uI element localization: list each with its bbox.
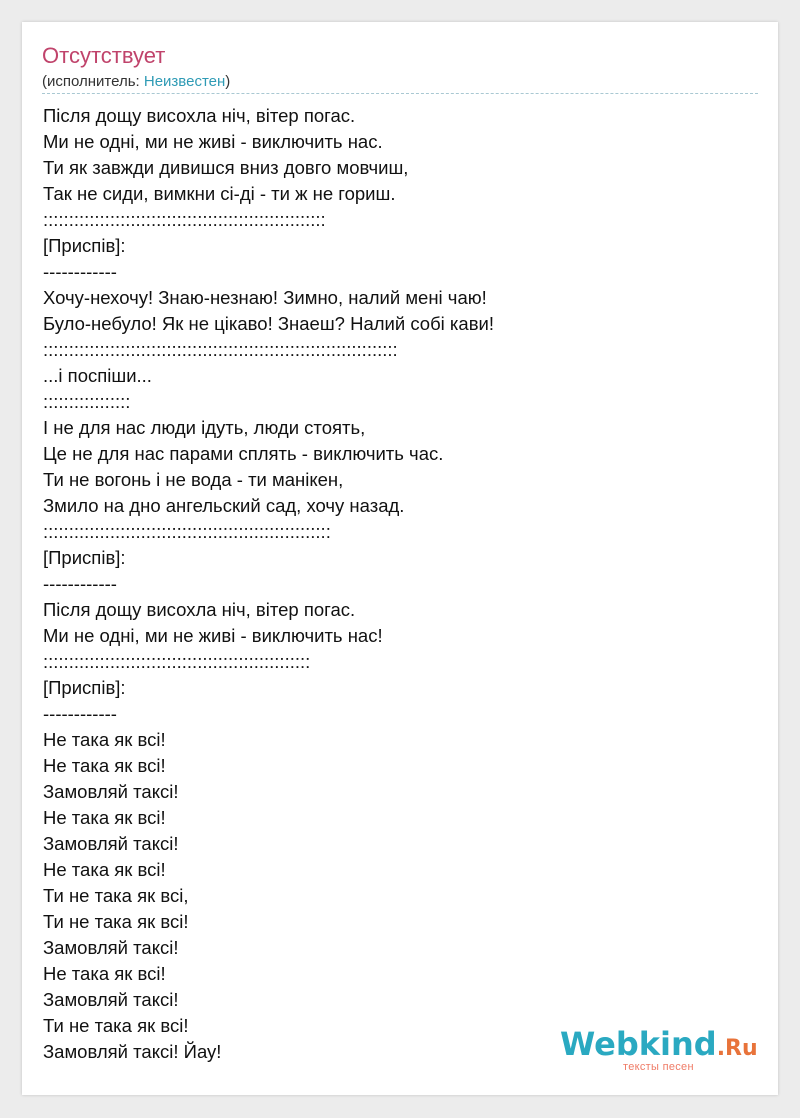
lyric-line: Так не сиди, вимкни сі-ді - ти ж не гориш. (43, 183, 396, 204)
lyric-line: Ми не одні, ми не живі - виключить нас. (43, 131, 383, 152)
lyric-line: Змило на дно ангельский сад, хочу назад. (43, 495, 405, 516)
lyric-line: Ти не вогонь і не вода - ти манікен, (43, 469, 344, 490)
lyric-line: ...і поспіши... (43, 365, 152, 386)
lyric-line: ::::::::::::::::::::::::::::::::::::::::::::::::::::::::::::::::::::: (43, 339, 398, 360)
artist-line (42, 73, 230, 91)
lyric-line: Після дощу висохла ніч, вітер погас. (43, 105, 356, 126)
lyric-line: Замовляй таксі! (43, 937, 179, 958)
lyric-line: Замовляй таксі! Йау! (43, 1041, 222, 1062)
lyric-line: ::::::::::::::::: (43, 391, 131, 412)
lyric-line: Ти як завжди дивишся вниз довго мовчиш, (43, 157, 409, 178)
lyrics-body (43, 103, 759, 1065)
lyric-line: І не для нас люди ідуть, люди стоять, (43, 417, 366, 438)
lyric-line: [Приспів]: (43, 547, 126, 568)
lyric-line: ------------ (43, 703, 117, 724)
song-title: Отсутствует (42, 43, 166, 68)
lyric-line: Після дощу висохла ніч, вітер погас. (43, 599, 356, 620)
lyric-line: Замовляй таксі! (43, 989, 179, 1010)
lyric-line: Замовляй таксі! (43, 781, 179, 802)
lyric-line: [Приспів]: (43, 677, 126, 698)
lyric-line: Ми не одні, ми не живі - виключить нас! (43, 625, 383, 646)
lyric-line: Замовляй таксі! (43, 833, 179, 854)
artist-link[interactable]: Неизвестен (143, 73, 226, 90)
lyric-line: Ти не така як всі! (43, 1015, 189, 1036)
artist-prefix: (исполнитель: (42, 73, 144, 90)
logo-tld: .Ru (716, 1036, 758, 1061)
lyric-line: ::::::::::::::::::::::::::::::::::::::::::::::::::::::: (43, 209, 326, 230)
lyric-line: Хочу-нехочу! Знаю-незнаю! Зимно, налий мені чаю! (43, 287, 487, 308)
lyric-line: Було-небуло! Як не цікаво! Знаеш? Налий собі кави! (43, 313, 495, 334)
lyric-line: ------------ (43, 261, 117, 282)
lyric-line: :::::::::::::::::::::::::::::::::::::::::::::::::::::::: (43, 521, 331, 542)
lyric-line: Це не для нас парами сплять - виключить час. (43, 443, 444, 464)
lyric-line: Не така як всі! (43, 963, 166, 984)
logo-tagline: тексты песен (623, 1061, 694, 1073)
lyric-line: ------------ (43, 573, 117, 594)
lyric-line: Не така як всі! (43, 859, 166, 880)
lyric-line: :::::::::::::::::::::::::::::::::::::::::::::::::::: (43, 651, 311, 672)
lyric-line: [Приспів]: (43, 235, 126, 256)
lyric-line: Ти не така як всі, (43, 885, 189, 906)
lyric-line: Не така як всі! (43, 807, 166, 828)
logo-name: Webkind (560, 1025, 717, 1063)
artist-suffix: ) (225, 73, 231, 90)
lyrics-card (22, 22, 778, 1095)
header-divider (42, 93, 758, 94)
lyric-line: Ти не така як всі! (43, 911, 189, 932)
lyric-line: Не така як всі! (43, 755, 166, 776)
lyric-line: Не така як всі! (43, 729, 166, 750)
